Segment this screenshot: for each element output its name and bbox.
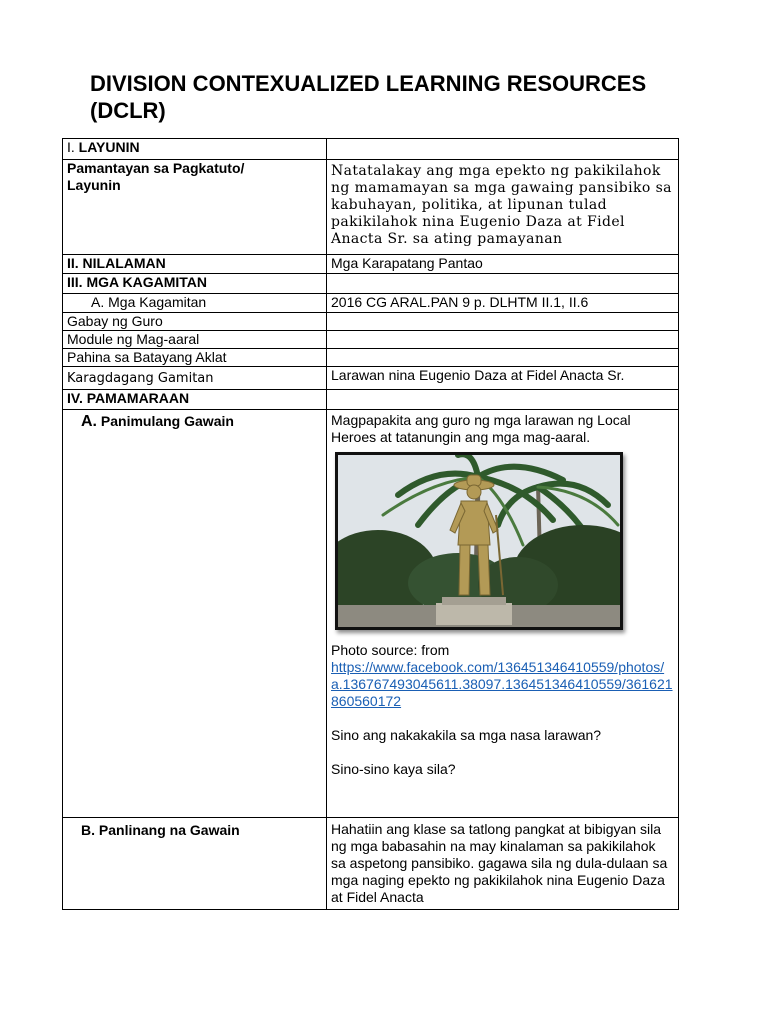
question-1: Sino ang nakakakila sa mga nasa larawan?	[331, 727, 602, 743]
layunin-value	[327, 139, 679, 160]
pamamaraan-label: IV. PAMAMARAAN	[63, 390, 327, 410]
gabay-value	[327, 313, 679, 331]
question-2: Sino-sino kaya sila?	[331, 761, 456, 777]
nilalaman-text: Mga Karapatang Pantao	[327, 255, 679, 274]
table-row	[63, 367, 679, 390]
table-row	[63, 255, 679, 274]
karagdagang-text: Larawan nina Eugenio Daza at Fidel Anacta Sr.	[327, 367, 679, 390]
pahina-value	[327, 349, 679, 367]
lesson-plan-table	[62, 138, 679, 910]
panlinang-label: B. Panlinang na Gawain	[63, 818, 327, 910]
table-row	[63, 294, 679, 313]
pamantayan-label	[63, 160, 327, 255]
photo-source-link[interactable]: https://www.facebook.com/136451346410559/photos/a.136767493045611.38097.136451346410559/361621860560172	[331, 659, 673, 709]
pahina-label: Pahina sa Batayang Aklat	[63, 349, 327, 367]
pamamaraan-value	[327, 390, 679, 410]
table-row	[63, 313, 679, 331]
panimulang-intro: Magpapakita ang guro ng mga larawan ng Local Heroes at tatanungin ang mga mag-aaral.	[331, 412, 631, 445]
panimulang-content	[327, 410, 679, 818]
module-label: Module ng Mag-aaral	[63, 331, 327, 349]
mga-kagamitan-text: 2016 CG ARAL.PAN 9 p. DLHTM II.1, II.6	[327, 294, 679, 313]
layunin-label: LAYUNIN	[78, 139, 140, 155]
pamantayan-text: Natatalakay ang mga epekto ng pakikilahok ng mamamayan sa mga gawaing pansibiko sa kabuhayan, politika, at lipunan tulad pakikilahok nina Eugenio Daza at Fidel Anacta Sr. sa ating pamayanan	[327, 160, 679, 255]
photo-source-label: Photo source: from	[331, 642, 450, 658]
table-row	[63, 818, 679, 910]
kagamitan-value	[327, 274, 679, 294]
layunin-roman: I.	[67, 139, 75, 155]
panlinang-text: Hahatiin ang klase sa tatlong pangkat at bibigyan sila ng mga babasahin na may kinalaman sa pakikilahok sa aspetong pansibiko. gagawa sila ng dula-dulaan sa mga naging epekto ng pakikilahok nina Eugenio Daza at Fidel Anacta	[327, 818, 679, 910]
table-row	[63, 139, 679, 160]
module-value	[327, 331, 679, 349]
panimulang-label: Panimulang Gawain	[100, 413, 234, 429]
layunin-heading	[63, 139, 327, 160]
panimulang-heading	[63, 410, 327, 818]
table-row	[63, 274, 679, 294]
table-row	[63, 349, 679, 367]
panimulang-letter: A.	[81, 413, 97, 430]
kagamitan-label: III. MGA KAGAMITAN	[63, 274, 327, 294]
mga-kagamitan-label: A. Mga Kagamitan	[63, 294, 327, 313]
table-row	[63, 390, 679, 410]
table-row	[63, 331, 679, 349]
document-title: DIVISION CONTEXUALIZED LEARNING RESOURCES (DCLR)	[90, 71, 647, 123]
karagdagang-label: Karagdagang Gamitan	[63, 367, 327, 390]
table-row	[63, 410, 679, 818]
statue-image	[338, 455, 620, 627]
hero-statue-photo	[335, 452, 623, 630]
table-row	[63, 160, 679, 255]
gabay-label: Gabay ng Guro	[63, 313, 327, 331]
pamantayan-label-text: Pamantayan sa Pagkatuto/ Layunin	[67, 160, 245, 193]
nilalaman-label: II. NILALAMAN	[63, 255, 327, 274]
